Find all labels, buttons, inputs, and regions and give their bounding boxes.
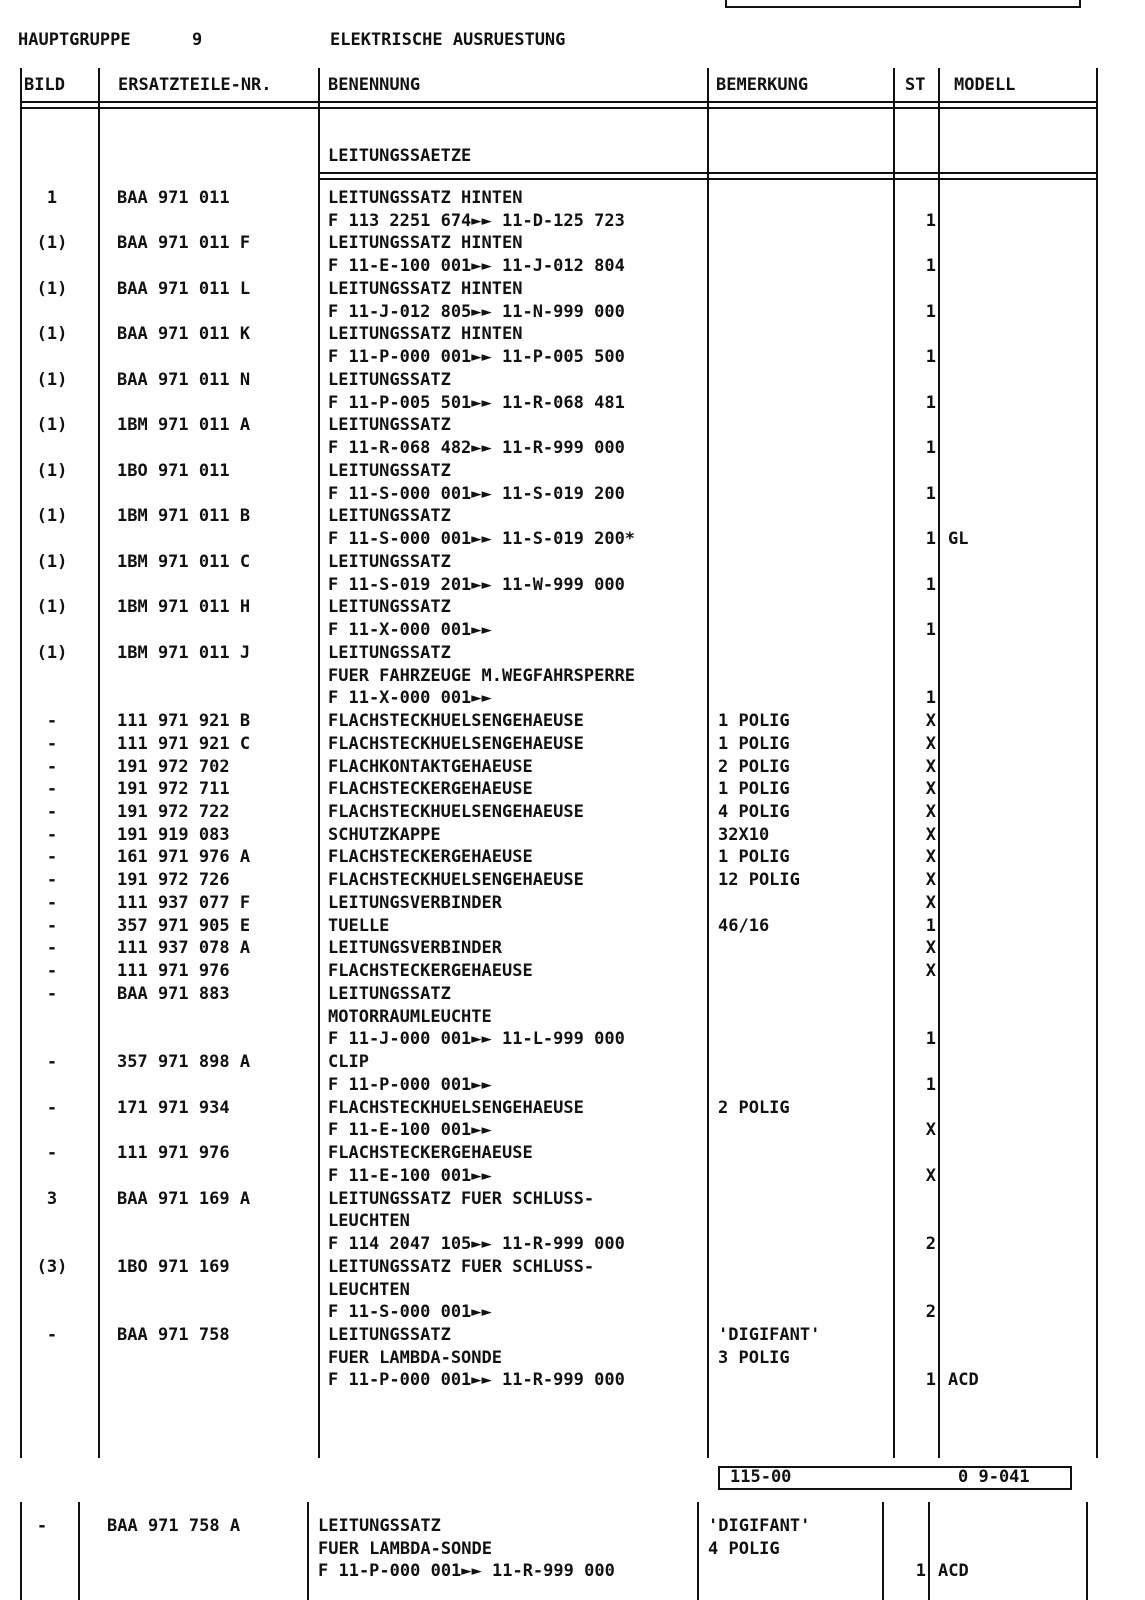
benennung-cell: FLACHSTECKHUELSENGEHAEUSE [328,733,584,754]
bemerkung-cell: 3 POLIG [718,1347,790,1368]
part-number-cell: BAA 971 011 F [117,233,251,254]
bemerkung-cell: 'DIGIFANT' [718,1325,821,1345]
bild-cell: - [46,1325,58,1345]
table-row [0,1257,1145,1280]
benennung-cell: F 11-E-100 001►► 11-J-012 804 [328,256,625,277]
benennung-cell: LEITUNGSSATZ HINTEN [328,188,523,208]
header-rule [20,101,1098,109]
table-row [0,233,1145,256]
st-cell: 1 [925,256,936,277]
st-cell: 1 [925,483,936,504]
benennung-cell: F 11-S-000 001►► 11-S-019 200 [328,483,625,504]
table-row [0,302,1145,325]
benennung-cell: F 113 2251 674►► 11-D-125 723 [328,210,625,231]
st-cell: X [925,779,936,800]
benennung-cell: F 11-E-100 001►► [328,1165,492,1186]
part-number-cell: BAA 971 758 A [107,1516,241,1536]
table-row [0,961,1145,984]
bild-cell: (1) [36,369,68,390]
part-number-cell: 1BM 971 011 A [117,415,251,436]
benennung-cell: LEITUNGSVERBINDER [328,938,502,959]
table-row [0,506,1145,529]
bild-cell: - [46,779,58,800]
st-cell: 1 [915,1561,926,1582]
st-cell: 2 [925,1302,936,1323]
st-cell: 1 [925,1074,936,1095]
part-number-cell: BAA 971 011 L [117,278,251,299]
bemerkung-cell: 2 POLIG [718,756,790,777]
st-cell: X [925,892,936,913]
bild-cell: (1) [36,278,68,299]
st-cell: X [925,847,936,868]
part-number-cell: BAA 971 758 [117,1325,230,1345]
benennung-cell: LEITUNGSSATZ [328,506,451,527]
st-cell: X [925,1120,936,1141]
benennung-cell: F 11-X-000 001►► [328,688,492,709]
benennung-cell: F 11-P-000 001►► [328,1074,492,1095]
st-cell: 1 [925,438,936,459]
benennung-cell: LEITUNGSSATZ [328,551,451,572]
table-row [0,688,1145,711]
benennung-cell: LEITUNGSSATZ HINTEN [328,324,523,345]
part-number-cell: 111 971 976 [117,961,230,982]
table-row [0,461,1145,484]
benennung-cell: LEITUNGSSATZ FUER SCHLUSS- [328,1256,595,1277]
benennung-cell: F 11-P-000 001►► 11-P-005 500 [328,347,625,368]
bild-cell: - [46,847,58,868]
table-row [0,256,1145,279]
table-row [0,393,1145,416]
bemerkung-cell: 4 POLIG [708,1538,780,1559]
modell-cell: ACD [948,1370,979,1391]
table-row [0,757,1145,780]
benennung-cell: CLIP [328,1052,369,1073]
st-cell: 2 [925,1234,936,1255]
bemerkung-cell: 2 POLIG [718,1097,790,1118]
bild-cell: (1) [36,642,68,663]
benennung-cell: TUELLE [328,915,390,936]
table-row [0,711,1145,734]
part-number-cell: 1BO 971 011 [117,460,230,481]
st-cell: 1 [925,301,936,322]
benennung-cell: LEITUNGSVERBINDER [328,892,502,913]
st-cell: X [925,711,936,732]
top-page-box [725,0,1081,8]
part-number-cell: 191 972 702 [117,756,230,777]
st-cell: 1 [925,620,936,641]
bild-cell: - [46,983,58,1004]
page-number: 0 9-041 [958,1467,1030,1487]
col-header-bild: BILD [24,75,65,95]
part-number-cell: BAA 971 883 [117,983,230,1004]
table-row [0,1370,1145,1393]
table-row [0,1143,1145,1166]
benennung-cell: FLACHSTECKERGEHAEUSE [328,1143,533,1164]
bild-cell: (1) [36,233,68,254]
bild-cell: - [46,1143,58,1164]
table-row [0,1516,1145,1539]
bild-cell: - [46,801,58,822]
bild-cell: - [46,961,58,982]
table-row [0,324,1145,347]
bild-cell: (1) [36,460,68,481]
col-header-bemerkung: BEMERKUNG [716,75,809,95]
benennung-cell: F 11-E-100 001►► [328,1120,492,1141]
bild-cell: - [46,756,58,777]
benennung-cell: FLACHSTECKHUELSENGEHAEUSE [328,1097,584,1118]
table-row [0,893,1145,916]
bild-cell: (1) [36,506,68,527]
bild-cell: - [46,938,58,959]
page-ref: 115-00 [730,1467,792,1487]
table-row [0,597,1145,620]
modell-cell: GL [948,529,969,550]
bemerkung-cell: 46/16 [718,915,770,936]
st-cell: 1 [925,688,936,709]
benennung-cell: LEITUNGSSATZ [328,460,451,481]
table-row [0,916,1145,939]
benennung-cell: LEUCHTEN [328,1211,410,1232]
bild-cell: (3) [36,1256,68,1277]
st-cell: 1 [925,210,936,231]
st-cell: 1 [925,1370,936,1391]
benennung-cell: FLACHSTECKHUELSENGEHAEUSE [328,711,584,732]
st-cell: X [925,870,936,891]
part-number-cell: 191 972 722 [117,801,230,822]
benennung-cell: F 11-J-000 001►► 11-L-999 000 [328,1029,625,1050]
benennung-cell: F 11-S-000 001►► 11-S-019 200* [328,529,636,550]
bild-cell: - [46,824,58,845]
part-number-cell: BAA 971 011 K [117,324,251,345]
benennung-cell: F 11-P-000 001►► 11-R-999 000 [318,1561,615,1582]
part-number-cell: 1BO 971 169 [117,1256,230,1277]
st-cell: X [925,801,936,822]
table-row [0,1234,1145,1257]
table-row [0,984,1145,1007]
st-cell: 1 [925,529,936,550]
table-row [0,825,1145,848]
bild-cell: - [36,1516,48,1536]
bild-cell: - [46,733,58,754]
bild-cell: - [46,892,58,913]
part-number-cell: 111 971 921 C [117,733,251,754]
part-number-cell: BAA 971 011 N [117,369,251,390]
col-header-st: ST [905,75,926,95]
table-row [0,279,1145,302]
table-row [0,1120,1145,1143]
benennung-cell: FUER LAMBDA-SONDE [328,1347,502,1368]
benennung-cell: LEITUNGSSATZ [328,597,451,618]
bild-cell: (1) [36,597,68,618]
table-row [0,1348,1145,1371]
benennung-cell: LEITUNGSSATZ HINTEN [328,278,523,299]
table-row [0,734,1145,757]
benennung-cell: FUER LAMBDA-SONDE [318,1538,492,1559]
part-number-cell: 1BM 971 011 J [117,642,251,663]
table-row [0,666,1145,689]
st-cell: 1 [925,1029,936,1050]
table-row [0,575,1145,598]
benennung-cell: F 11-S-000 001►► [328,1302,492,1323]
bild-cell: - [46,1097,58,1118]
benennung-cell: FLACHKONTAKTGEHAEUSE [328,756,533,777]
part-number-cell: 171 971 934 [117,1097,230,1118]
benennung-cell: F 11-X-000 001►► [328,620,492,641]
col-header-ersatzteile-nr: ERSATZTEILE-NR. [118,75,272,95]
part-number-cell: 191 972 726 [117,870,230,891]
st-cell: X [925,824,936,845]
benennung-cell: F 11-P-005 501►► 11-R-068 481 [328,392,625,413]
st-cell: X [925,938,936,959]
table-row [0,370,1145,393]
section-title: LEITUNGSSAETZE [328,146,472,166]
col-header-benennung: BENENNUNG [328,75,421,95]
table-row [0,779,1145,802]
table-row [0,1189,1145,1212]
table-row [0,938,1145,961]
part-number-cell: 1BM 971 011 H [117,597,251,618]
table-row [0,1007,1145,1030]
benennung-cell: FLACHSTECKERGEHAEUSE [328,847,533,868]
benennung-cell: FLACHSTECKERGEHAEUSE [328,779,533,800]
benennung-cell: FLACHSTECKHUELSENGEHAEUSE [328,801,584,822]
benennung-cell: F 11-R-068 482►► 11-R-999 000 [328,438,625,459]
st-cell: X [925,1165,936,1186]
benennung-cell: LEITUNGSSATZ [328,1325,451,1345]
benennung-cell: LEITUNGSSATZ FUER SCHLUSS- [328,1188,595,1209]
part-number-cell: 111 971 976 [117,1143,230,1164]
part-number-cell: 191 919 083 [117,824,230,845]
bild-cell: (1) [36,324,68,345]
part-number-cell: 161 971 976 A [117,847,251,868]
part-number-cell: 357 971 905 E [117,915,251,936]
st-cell: X [925,756,936,777]
bild-cell: 3 [46,1188,58,1209]
benennung-cell: LEITUNGSSATZ [328,642,451,663]
benennung-cell: MOTORRAUMLEUCHTE [328,1006,492,1027]
st-cell: X [925,733,936,754]
benennung-cell: LEITUNGSSATZ [318,1516,441,1536]
part-number-cell: 111 937 077 F [117,892,251,913]
table-row [0,1211,1145,1234]
part-number-cell: BAA 971 011 [117,188,230,208]
table-row [0,1302,1145,1325]
bild-cell: (1) [36,551,68,572]
table-row [0,620,1145,643]
table-row [0,211,1145,234]
benennung-cell: FUER FAHRZEUGE M.WEGFAHRSPERRE [328,665,636,686]
part-number-cell: 111 937 078 A [117,938,251,959]
group-title: ELEKTRISCHE AUSRUESTUNG [330,30,566,50]
benennung-cell: SCHUTZKAPPE [328,824,441,845]
benennung-cell: F 11-J-012 805►► 11-N-999 000 [328,301,625,322]
bild-cell: 1 [46,188,58,208]
table-row [0,870,1145,893]
benennung-cell: LEITUNGSSATZ [328,415,451,436]
bild-cell: - [46,1052,58,1073]
hauptgruppe-number: 9 [192,30,203,50]
benennung-cell: FLACHSTECKHUELSENGEHAEUSE [328,870,584,891]
bild-cell: - [46,711,58,732]
benennung-cell: LEITUNGSSATZ [328,369,451,390]
st-cell: 1 [925,574,936,595]
table-row [0,347,1145,370]
modell-cell: ACD [938,1561,969,1582]
table-row [0,643,1145,666]
table-row [0,415,1145,438]
col-header-modell: MODELL [954,75,1016,95]
benennung-cell: F 114 2047 105►► 11-R-999 000 [328,1234,625,1255]
bemerkung-cell: 'DIGIFANT' [708,1516,811,1536]
bild-cell: - [46,870,58,891]
table-row [0,1561,1145,1584]
table-row [0,1029,1145,1052]
bemerkung-cell: 32X10 [718,824,770,845]
part-number-cell: BAA 971 169 A [117,1188,251,1209]
table-row [0,802,1145,825]
table-row [0,847,1145,870]
bemerkung-cell: 1 POLIG [718,733,790,754]
benennung-cell: F 11-S-019 201►► 11-W-999 000 [328,574,625,595]
benennung-cell: F 11-P-000 001►► 11-R-999 000 [328,1370,625,1391]
bemerkung-cell: 4 POLIG [718,801,790,822]
bemerkung-cell: 1 POLIG [718,779,790,800]
table-row [0,1280,1145,1303]
st-cell: 1 [925,915,936,936]
table-row [0,188,1145,211]
bild-cell: (1) [36,415,68,436]
bild-cell: - [46,915,58,936]
part-number-cell: 111 971 921 B [117,711,251,732]
table-row [0,1098,1145,1121]
table-row [0,1166,1145,1189]
bemerkung-cell: 1 POLIG [718,847,790,868]
benennung-cell: LEITUNGSSATZ HINTEN [328,233,523,254]
table-row [0,529,1145,552]
part-number-cell: 1BM 971 011 B [117,506,251,527]
table-row [0,484,1145,507]
table-row [0,1075,1145,1098]
bemerkung-cell: 12 POLIG [718,870,800,891]
st-cell: 1 [925,347,936,368]
table-row [0,438,1145,461]
hauptgruppe-label: HAUPTGRUPPE [18,30,131,50]
table-row [0,1325,1145,1348]
benennung-cell: LEITUNGSSATZ [328,983,451,1004]
benennung-cell: FLACHSTECKERGEHAEUSE [328,961,533,982]
table-row [0,1052,1145,1075]
part-number-cell: 1BM 971 011 C [117,551,251,572]
table-row [0,552,1145,575]
bemerkung-cell: 1 POLIG [718,711,790,732]
benennung-cell: LEUCHTEN [328,1279,410,1300]
st-cell: 1 [925,392,936,413]
part-number-cell: 357 971 898 A [117,1052,251,1073]
part-number-cell: 191 972 711 [117,779,230,800]
section-rule [318,172,1096,180]
table-row [0,1539,1145,1562]
st-cell: X [925,961,936,982]
